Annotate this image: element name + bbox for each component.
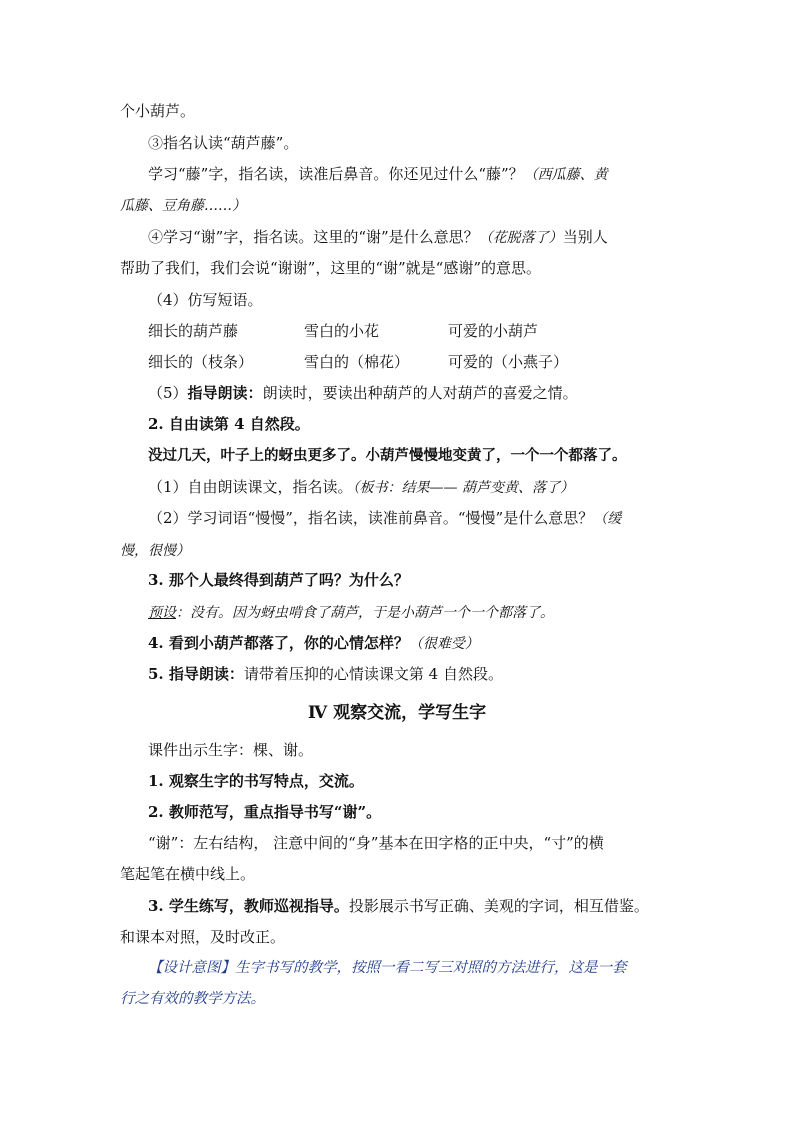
step-text: 2. 自由读第 4 自然段。 [148,415,310,433]
step-text: 2. 教师范写，重点指导书写“谢”。 [148,803,382,821]
text-line [148,508,621,529]
phrase-cell: 细长的葫芦藤 [148,322,239,340]
bold-label: 5. 指导朗读： [148,665,244,683]
text-line [120,864,255,884]
paragraph-text: （2）学习词语“慢慢”，指名读，读准前鼻音。“慢慢”是什么意思？ [148,509,594,527]
text-line [148,133,298,153]
preset-label: 预设 [148,605,176,621]
text-line [148,833,604,853]
bold-label: 3. 学生练写，教师巡视指导。 [148,897,349,915]
text-line [120,101,195,121]
answer-note: 慢，很慢） [120,543,190,559]
text-line [120,540,190,561]
text-line [148,290,263,310]
step-heading [148,414,310,434]
blackboard-note: （板书：结果—— 葫芦变黄、落了） [352,480,574,496]
phrase-cell: 细长的（枝条） [148,353,254,371]
bold-label: 指导朗读： [187,384,263,402]
text-line [148,740,313,760]
paragraph-text: 学习“藤”字，指名读，读准后鼻音。你还见过什么“藤”？ [148,165,524,183]
design-intent [148,958,627,978]
quoted-text [148,446,627,466]
step-heading [148,771,364,791]
bold-quote: 没过几天，叶子上的蚜虫更多了。小葫芦慢慢地变黄了，一个一个都落了。 [148,447,627,464]
paragraph-text: 朗读时，要读出种葫芦的人对葫芦的喜爱之情。 [262,384,578,402]
paragraph-text: 课件出示生字：棵、谢。 [148,741,314,759]
text-line [148,227,608,248]
paragraph-text: ③指名认读“葫芦藤”。 [148,134,299,152]
answer-note: （很难受） [408,636,479,652]
answer-note: （缓 [593,511,622,527]
paragraph-text: “谢”：左右结构， 注意中间的“身”基本在田字格的正中央，“寸”的横 [148,834,604,852]
step-heading [148,802,381,822]
paragraph-text: 帮助了我们，我们会说“谢谢”，这里的“谢”就是“感谢”的意思。 [120,259,542,277]
paragraph-text: 笔起笔在横中线上。 [120,865,256,883]
section-heading: Ⅳ 观察交流，学写生字 [307,703,487,723]
design-intent-text: 行之有效的教学方法。 [120,991,265,1007]
text-line [120,258,541,278]
text-line [148,896,649,916]
phrase-cell: 雪白的小花 [304,322,380,340]
paragraph-text: 投影展示书写正确、美观的字词，相互借鉴。 [348,897,649,915]
text-line [148,383,578,403]
phrase-cell: 雪白的（棉花） [304,353,410,371]
phrase-row [148,321,538,341]
text-line [148,602,554,623]
paragraph-text: （1）自由朗读课文，指名读。 [148,478,353,496]
phrase-row [148,352,568,372]
paragraph-text: 个小葫芦。 [120,102,196,120]
answer-note: （花脱落了） [478,230,563,246]
phrase-cell: 可爱的（小燕子） [448,353,569,371]
paragraph-text: 请带着压抑的心情读课文第 4 自然段。 [243,665,503,683]
phrase-cell: 可爱的小葫芦 [448,322,539,340]
paragraph-text: （4）仿写短语。 [148,291,263,309]
design-intent-text: 【设计意图】生字书写的教学，按照一看二写三对照的方法进行，这是一套 [148,960,627,976]
answer-note: （西瓜藤、黄 [523,167,608,183]
step-text: 3. 那个人最终得到葫芦了吗？为什么？ [148,571,409,589]
answer-note: 瓜藤、豆角藤……） [120,198,246,214]
text-line [120,195,246,216]
text-line [148,477,574,498]
paragraph-text: ④学习“谢”字，指名读。这里的“谢”是什么意思？ [148,228,479,246]
paragraph-text: 和课本对照，及时改正。 [120,928,286,946]
text-line [120,927,285,947]
step-text: 1. 观察生字的书写特点，交流。 [148,772,364,790]
step-heading [148,664,503,684]
paragraph-text: （5） [148,384,188,402]
design-intent [120,989,265,1009]
step-heading [148,570,409,590]
paragraph-text: 当别人 [562,228,608,246]
text-line [148,164,608,185]
step-heading [148,633,479,654]
step-text: 4. 看到小葫芦都落了，你的心情怎样？ [148,634,409,652]
preset-answer: ：没有。因为蚜虫啃食了葫芦，于是小葫芦一个一个都落了。 [176,605,554,621]
